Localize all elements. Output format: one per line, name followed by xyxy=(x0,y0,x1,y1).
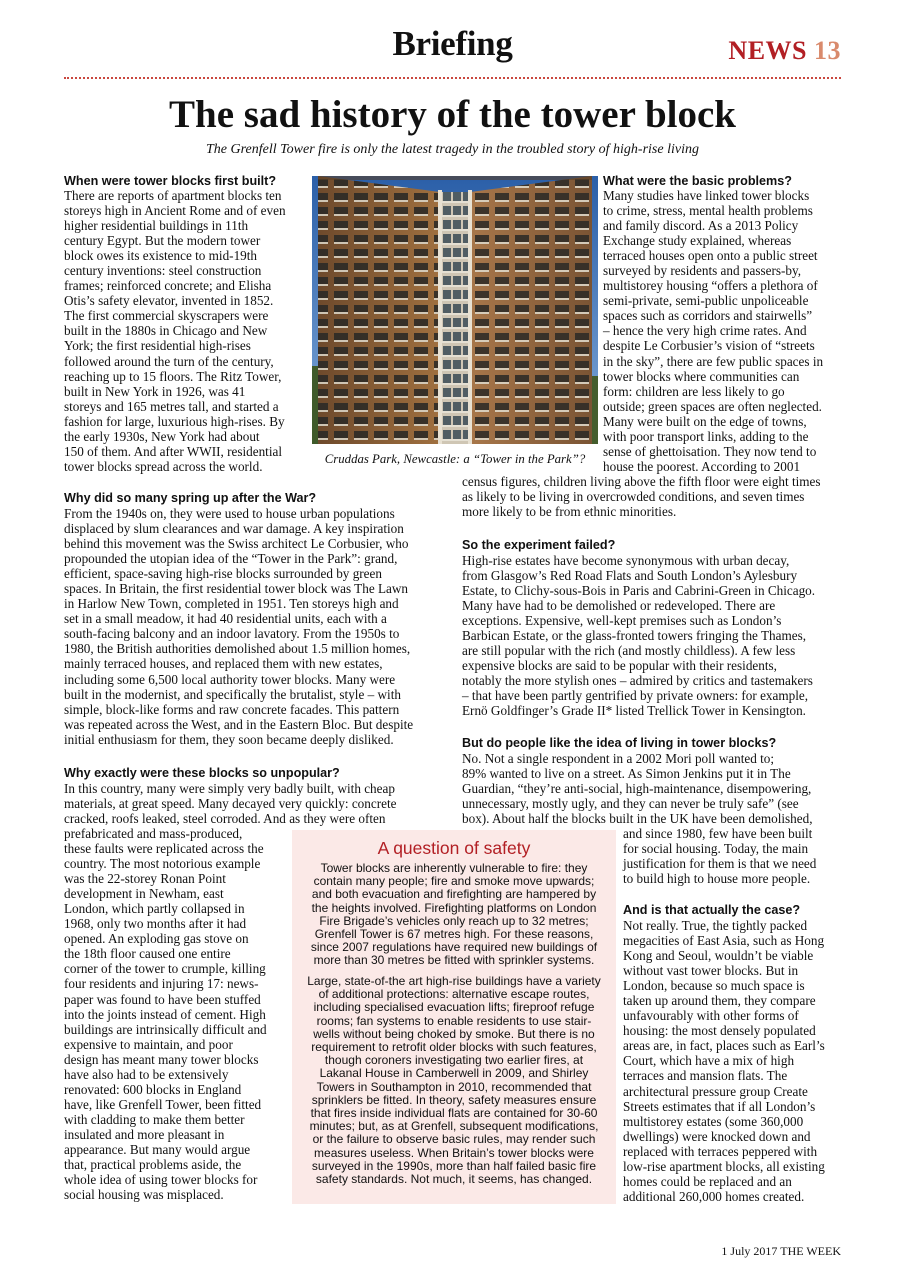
photo-caption: Cruddas Park, Newcastle: a “Tower in the Park”? xyxy=(324,452,586,466)
paragraph-actually-case: Not really. True, the tightly packed megacities of East Asia, such as Hong Kong and Seoul, wouldn’t be viable without vast tower blocks. But in London, because so much space is taken up around them, they compare unfavourably with other forms of housing: the most densely populated areas are, in fact, places such as Earl’s Court, which have a mix of high terraces and mansion flats. The architectural pressure group Create Streets estimates that if all London’s multistorey estates (some 360,000 dwellings) were knocked down and replaced with terraces peppered with low-rise apartment blocks, all existing homes could be replaced and an additional 260,000 homes created. xyxy=(623,918,825,1204)
paragraph-like-living: No. Not a single respondent in a 2002 Mori poll wanted to; 89% wanted to live on a street. As Simon Jenkins put it in The Guardian, “they’re anti-social, high-maintenance, disempowering, unnecessary, mostly ugly, and they can never be truly safe” (see box). About half the blocks built in the UK have been demolished, xyxy=(462,751,813,827)
paragraph-unpopular-intro: In this country, many were simply very badly built, with cheap materials, at great speed. Many decayed very quickly: concrete cracked, roofs leaked, steel corroded. And as they were often xyxy=(64,781,397,827)
heading-like-living: But do people like the idea of living in tower blocks? xyxy=(462,736,777,750)
page-footer xyxy=(721,1244,841,1259)
header-divider xyxy=(64,77,841,79)
heading-unpopular: Why exactly were these blocks so unpopular? xyxy=(64,766,340,780)
paragraph-unpopular: prefabricated and mass-produced, these faults were replicated across the country. The most notorious example was the 22-storey Ronan Point development in Newham, east London, which partly collapsed in 1968, only two months after it had opened. An exploding gas stove on the 18th floor caused one entire corner of the tower to crumple, killing four residents and injuring 17: news- paper was found to have been stuffed into the joints instead of cement. High buildings are intrinsically difficult and expensive to maintain, and poor design has meant many tower blocks have also had to be extensively renovated: 600 blocks in England have, like Grenfell Tower, been fitted with cladding to make them better insulated and more pleasant in appearance. But many would argue that, practical problems aside, the whole idea of using tower blocks for social housing was misplaced. xyxy=(64,826,267,1203)
heading-spring-up: Why did so many spring up after the War? xyxy=(64,491,317,505)
safety-box-paragraph-2: Large, state-of-the art high-rise buildings have a variety of additional protections: alternative escape routes, including specialised evacuation lifts; fireproof refuge rooms; fan systems to enable residents to use stair- wells without being choked by smoke. But there is no requirement to retrofit older blocks with such features, though coroners investigating two earlier fires, at Lakanal House in Camberwell in 2009, and Shirley Towers in Southampton in 2010, recommended that sprinklers be fitted. In theory, safety measures ensure that fires inside individual flats are contained for 30-60 minutes; but, as at Grenfell, subsequent modifications, or the failure to observe basic rules, may render such measures useless. When Britain’s tower blocks were surveyed in the 1990s, more than half failed basic fire safety standards. Not much, it seems, has changed. xyxy=(307,974,601,1187)
paragraph-basic-problems-cont: census figures, children living above the fifth floor were eight times as likely to be living in overcrowded conditions, and seven times more likely to be from ethnic minorities. xyxy=(462,474,821,520)
section-title: Briefing xyxy=(392,24,513,63)
paragraph-first-built: There are reports of apartment blocks ten storeys high in Ancient Rome and of even higher residential buildings in 11th century Egypt. But the modern tower block owes its existence to mid-19th century inventions: steel construction frames; reinforced concrete; and Elisha Otis’s safety elevator, invented in 1852. The first commercial skyscrapers were built in the 1880s in Chicago and New York; the first residential high-rises followed around the turn of the century, reaching up to 15 floors. The Ritz Tower, built in New York in 1926, was 41 storeys and 165 metres tall, and started a fashion for large, luxurious high-rises. By the early 1930s, New York had about 150 of them. And after WWII, residential tower blocks spread across the world. xyxy=(64,188,286,474)
article-subtitle: The Grenfell Tower fire is only the latest tragedy in the troubled story of high-rise living xyxy=(206,142,699,157)
tower-block-photo xyxy=(312,176,598,444)
safety-box-title: A question of safety xyxy=(377,838,531,858)
heading-actually-case: And is that actually the case? xyxy=(623,903,801,917)
safety-box-paragraph-1: Tower blocks are inherently vulnerable to fire: they contain many people; fire and smoke move upwards; and both evacuation and firefighting are hampered by the heights involved. Firefighting platforms on London Fire Brigade’s vehicles only reach up to 32 metres; Grenfell Tower is 67 metres high. For these reasons, since 2007 regulations have required new buildings of more than 30 metres be fitted with sprinkler systems. xyxy=(310,861,598,968)
paragraph-basic-problems: Many studies have linked tower blocks to crime, stress, mental health problems and family discord. As a 2013 Policy Exchange study explained, whereas terraced houses open onto a public street surveyed by residents and passers-by, multistorey housing “offers a plethora of semi-private, semi-public unpoliceable spaces such as corridors and stairwells” – hence the very high crime rates. And despite Le Corbusier’s vision of “streets in the sky”, there are few public spaces in tower blocks where communities can form: children are less likely to go outside; green spaces are often neglected. Many were built on the edge of towns, with poor transport links, adding to the sense of ghettoisation. They now tend to house the poorest. According to 2001 xyxy=(603,188,824,474)
article-title: The sad history of the tower block xyxy=(169,93,736,136)
news-label: NEWS xyxy=(728,36,807,65)
issue-date: 1 July 2017 xyxy=(721,1244,778,1258)
paragraph-experiment-failed: High-rise estates have become synonymous with urban decay, from Glasgow’s Red Road Flats and South London’s Aylesbury Estate, to Clichy-sous-Bois in Paris and Cabrini-Green in Chicago. Many have had to be demolished or redeveloped. There are exceptions. Expensive, well-kept premises such as London’s Barbican Estate, or the glass-fronted towers fringing the Thames, are still popular with the rich (and mostly childless). A few less expensive blocks are said to be popular with their residents, notably the more stylish ones – admired by critics and tastemakers – that have been partly gentrified by private owners: for example, Ernö Goldfinger’s Grade II* listed Trellick Tower in Kensington. xyxy=(462,553,816,719)
page-number: 13 xyxy=(814,36,841,65)
news-page-label xyxy=(728,36,841,66)
paragraph-like-living-cont: and since 1980, few have been built for social housing. Today, the main justification for them is that we need to build high to house more people. xyxy=(623,826,817,887)
heading-experiment-failed: So the experiment failed? xyxy=(462,538,616,552)
paragraph-spring-up: From the 1940s on, they were used to house urban populations displaced by slum clearances and war damage. A key inspiration behind this movement was the Swiss architect Le Corbusier, who propounded the utopian idea of the “Tower in the Park”: grand, efficient, space-saving high-rise blocks surrounded by green spaces. In Britain, the first residential tower block was The Lawn in Harlow New Town, completed in 1951. Ten storeys high and set in a small meadow, it had 40 residential units, each with a south-facing balcony and an indoor lavatory. From the 1950s to 1980, the British authorities demolished about 1.5 million homes, mainly terraced houses, and replaced them with new estates, including some 6,500 local authority tower blocks. Many were built in the modernist, and specifically the brutalist, style – with simple, block-like forms and raw concrete facades. This pattern was repeated across the West, and in the Eastern Bloc. But despite initial enthusiasm for them, they soon became deeply disliked. xyxy=(64,506,414,747)
heading-first-built: When were tower blocks first built? xyxy=(64,174,277,188)
heading-basic-problems: What were the basic problems? xyxy=(603,174,792,188)
publication-name: THE WEEK xyxy=(780,1244,841,1258)
